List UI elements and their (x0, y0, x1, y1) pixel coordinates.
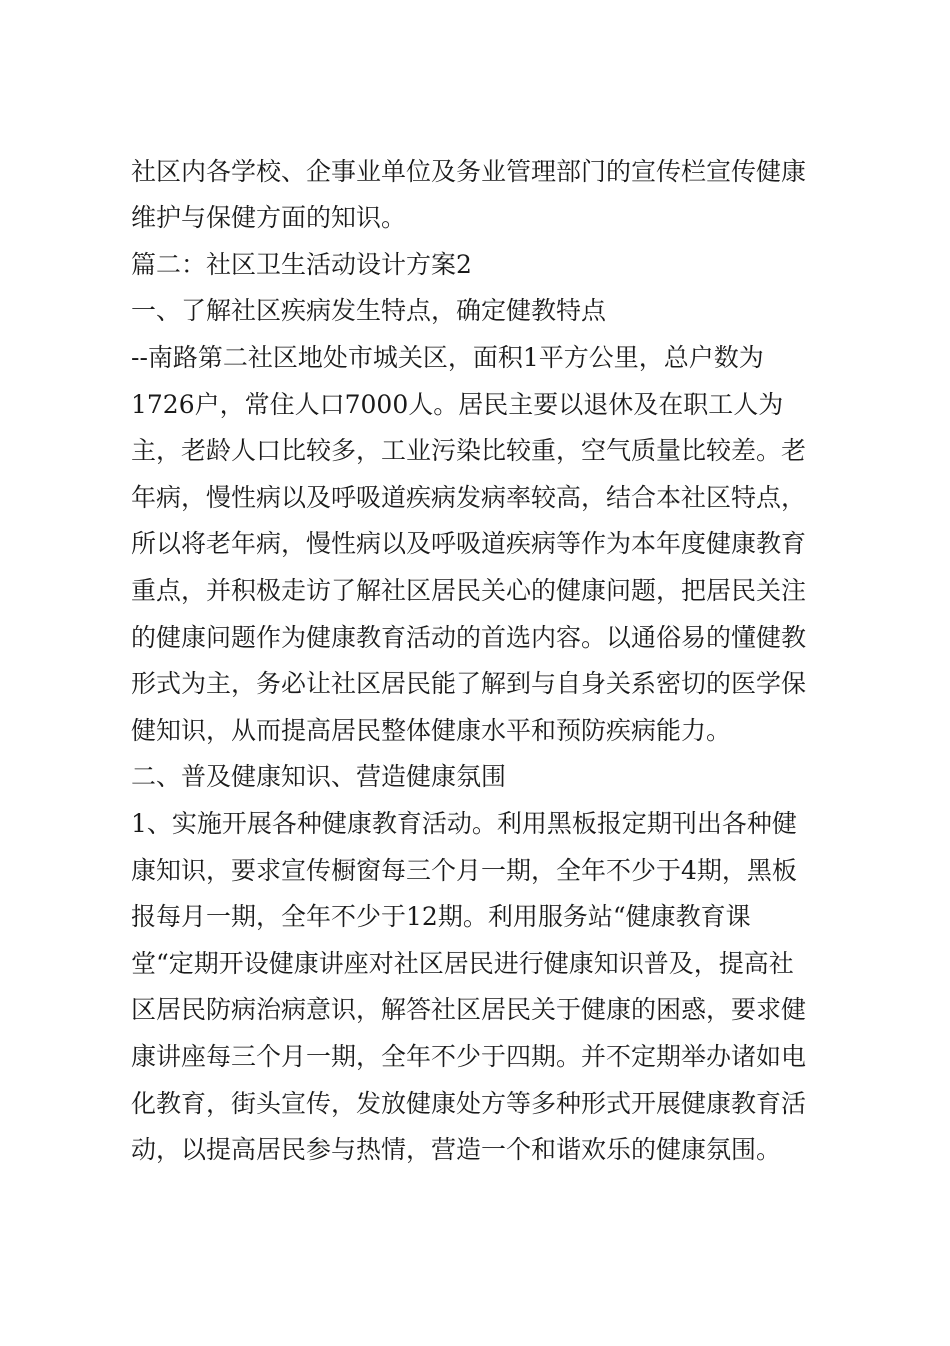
text-line: 1、实施开展各种健康教育活动。利用黑板报定期刊出各种健 (131, 809, 797, 838)
text-line: 主，老龄人口比较多，工业污染比较重，空气质量比较差。老 (131, 436, 807, 465)
text-line: 报每月一期，全年不少于12期。利用服务站“健康教育课 (131, 902, 751, 931)
text-line: 康知识，要求宣传橱窗每三个月一期，全年不少于4期，黑板 (131, 856, 797, 885)
text-line: 的健康问题作为健康教育活动的首选内容。以通俗易的懂健教 (131, 623, 807, 652)
text-line: 重点，并积极走访了解社区居民关心的健康问题，把居民关注 (131, 576, 807, 605)
section-heading: 二、普及健康知识、营造健康氛围 (131, 762, 507, 791)
text-line: 堂“定期开设健康讲座对社区居民进行健康知识普及，提高社 (131, 949, 794, 978)
text-line: 化教育，街头宣传，发放健康处方等多种形式开展健康教育活 (131, 1089, 807, 1118)
text-line: 社区内各学校、企事业单位及务业管理部门的宣传栏宣传健康 (131, 157, 807, 186)
text-line: 年病，慢性病以及呼吸道疾病发病率较高，结合本社区特点， (131, 483, 807, 512)
text-line: 维护与保健方面的知识。 (131, 203, 407, 232)
text-line: 1726户，常住人口7000人。居民主要以退休及在职工人为 (131, 390, 784, 419)
text-line: 健知识，从而提高居民整体健康水平和预防疾病能力。 (131, 716, 732, 745)
section-heading: 一、了解社区疾病发生特点，确定健教特点 (131, 296, 607, 325)
text-line: 康讲座每三个月一期，全年不少于四期。并不定期举办诸如电 (131, 1042, 807, 1071)
text-line: 形式为主，务必让社区居民能了解到与自身关系密切的医学保 (131, 669, 807, 698)
text-line: 所以将老年病，慢性病以及呼吸道疾病等作为本年度健康教育 (131, 529, 807, 558)
section-heading: 篇二：社区卫生活动设计方案2 (131, 250, 472, 279)
text-line: --南路第二社区地处市城关区，面积1平方公里，总户数为 (131, 343, 764, 372)
text-line: 动，以提高居民参与热情，营造一个和谐欢乐的健康氛围。 (131, 1135, 782, 1164)
text-line: 区居民防病治病意识，解答社区居民关于健康的困惑，要求健 (131, 995, 807, 1024)
